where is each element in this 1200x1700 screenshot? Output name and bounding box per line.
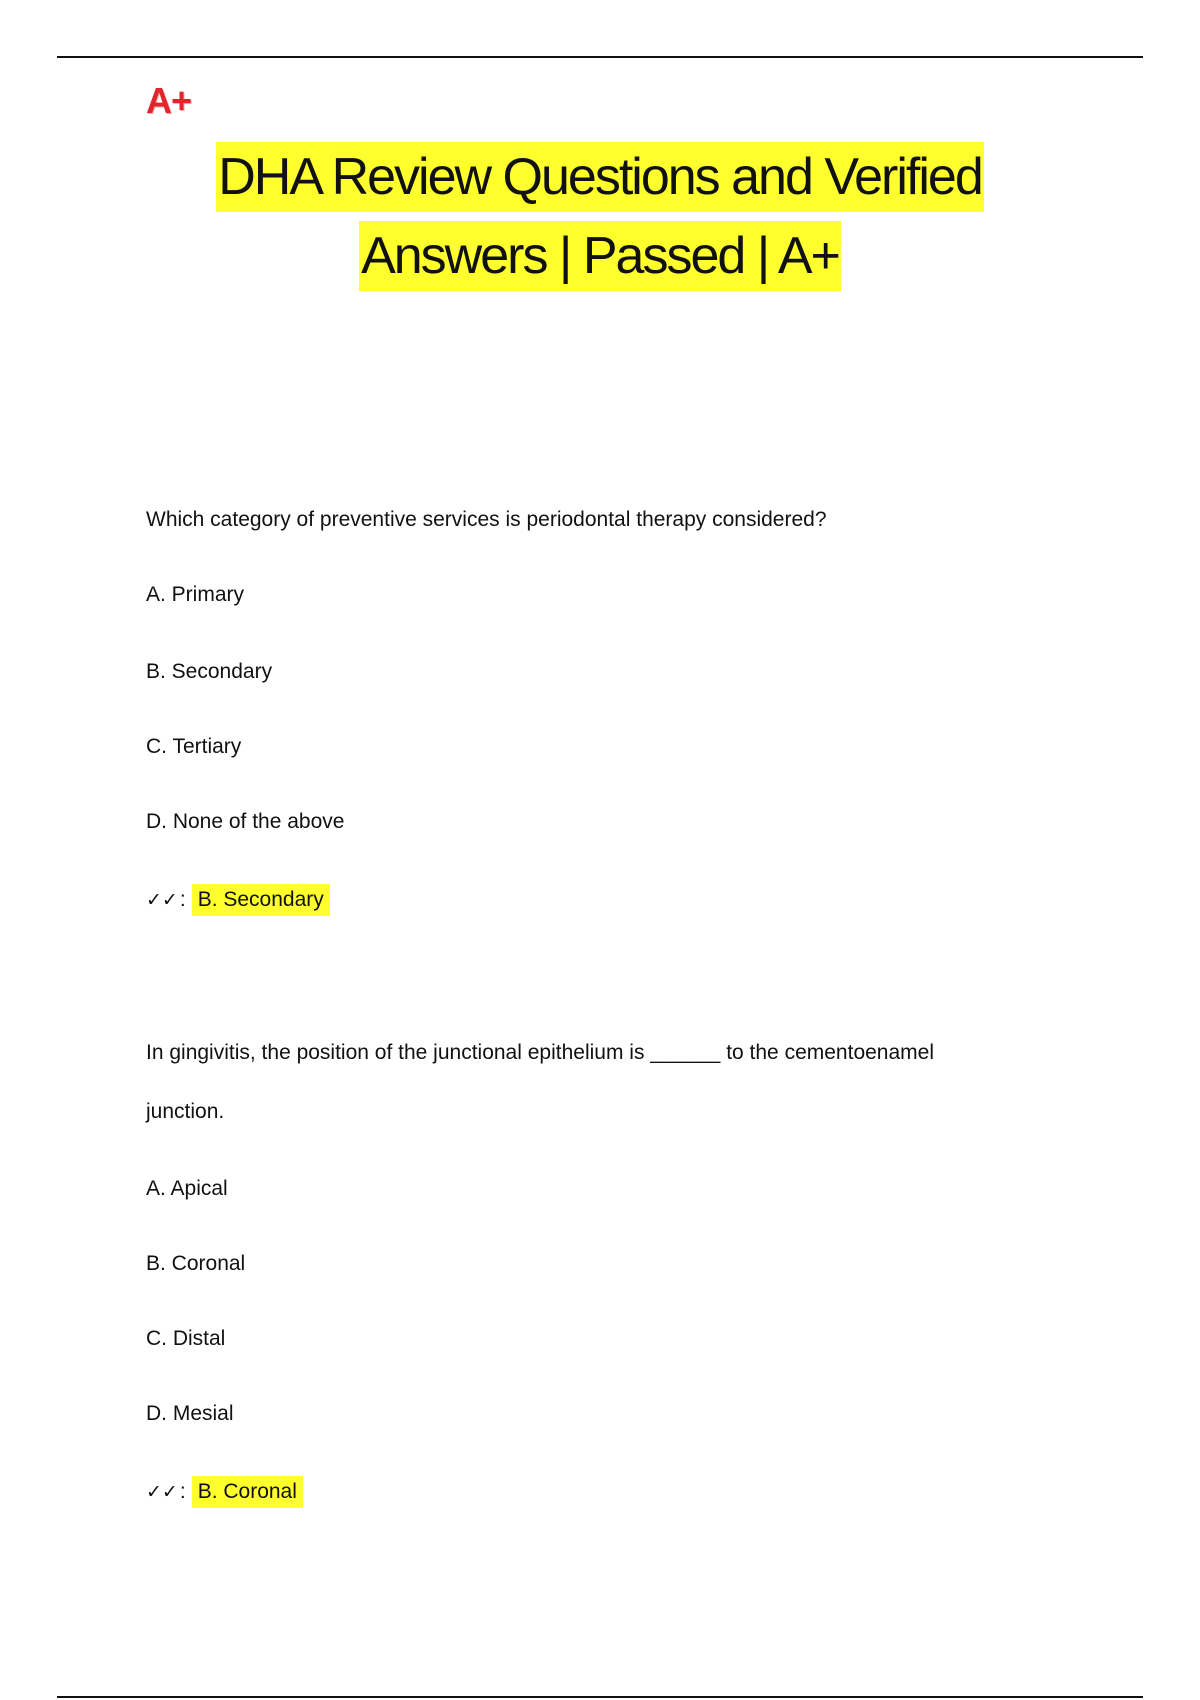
bottom-rule: [57, 1696, 1143, 1698]
question-1-option-b: B. Secondary: [146, 660, 273, 683]
question-2-option-d: D. Mesial: [146, 1402, 234, 1425]
question-1-option-d: D. None of the above: [146, 810, 345, 833]
question-2-prompt-line-1: In gingivitis, the position of the junctional epithelium is ______ to the cementoenamel: [146, 1041, 934, 1064]
question-1-prompt: Which category of preventive services is periodontal therapy considered?: [146, 508, 827, 531]
question-1-option-a: A. Primary: [146, 583, 245, 606]
question-1-answer: [146, 884, 330, 916]
question-2-answer-text: B. Coronal: [192, 1476, 303, 1508]
double-check-icon: ✓✓: [146, 1481, 178, 1503]
question-1-answer-text: B. Secondary: [192, 884, 330, 916]
question-1-option-c: C. Tertiary: [146, 735, 242, 758]
question-2-option-a: A. Apical: [146, 1177, 228, 1200]
title-line-1: DHA Review Questions and Verified: [216, 142, 984, 212]
double-check-icon: ✓✓: [146, 889, 178, 911]
question-2-answer: [146, 1476, 303, 1508]
question-2-option-b: B. Coronal: [146, 1252, 246, 1275]
question-2-option-c: C. Distal: [146, 1327, 226, 1350]
answer-separator: :: [179, 1480, 186, 1503]
title-line-2: Answers | Passed | A+: [359, 221, 841, 291]
top-rule: [57, 56, 1143, 58]
answer-separator: :: [179, 888, 186, 911]
question-2-prompt-line-2: junction.: [146, 1100, 225, 1123]
document-title: [0, 142, 1200, 291]
grade-logo: A+: [146, 80, 192, 121]
